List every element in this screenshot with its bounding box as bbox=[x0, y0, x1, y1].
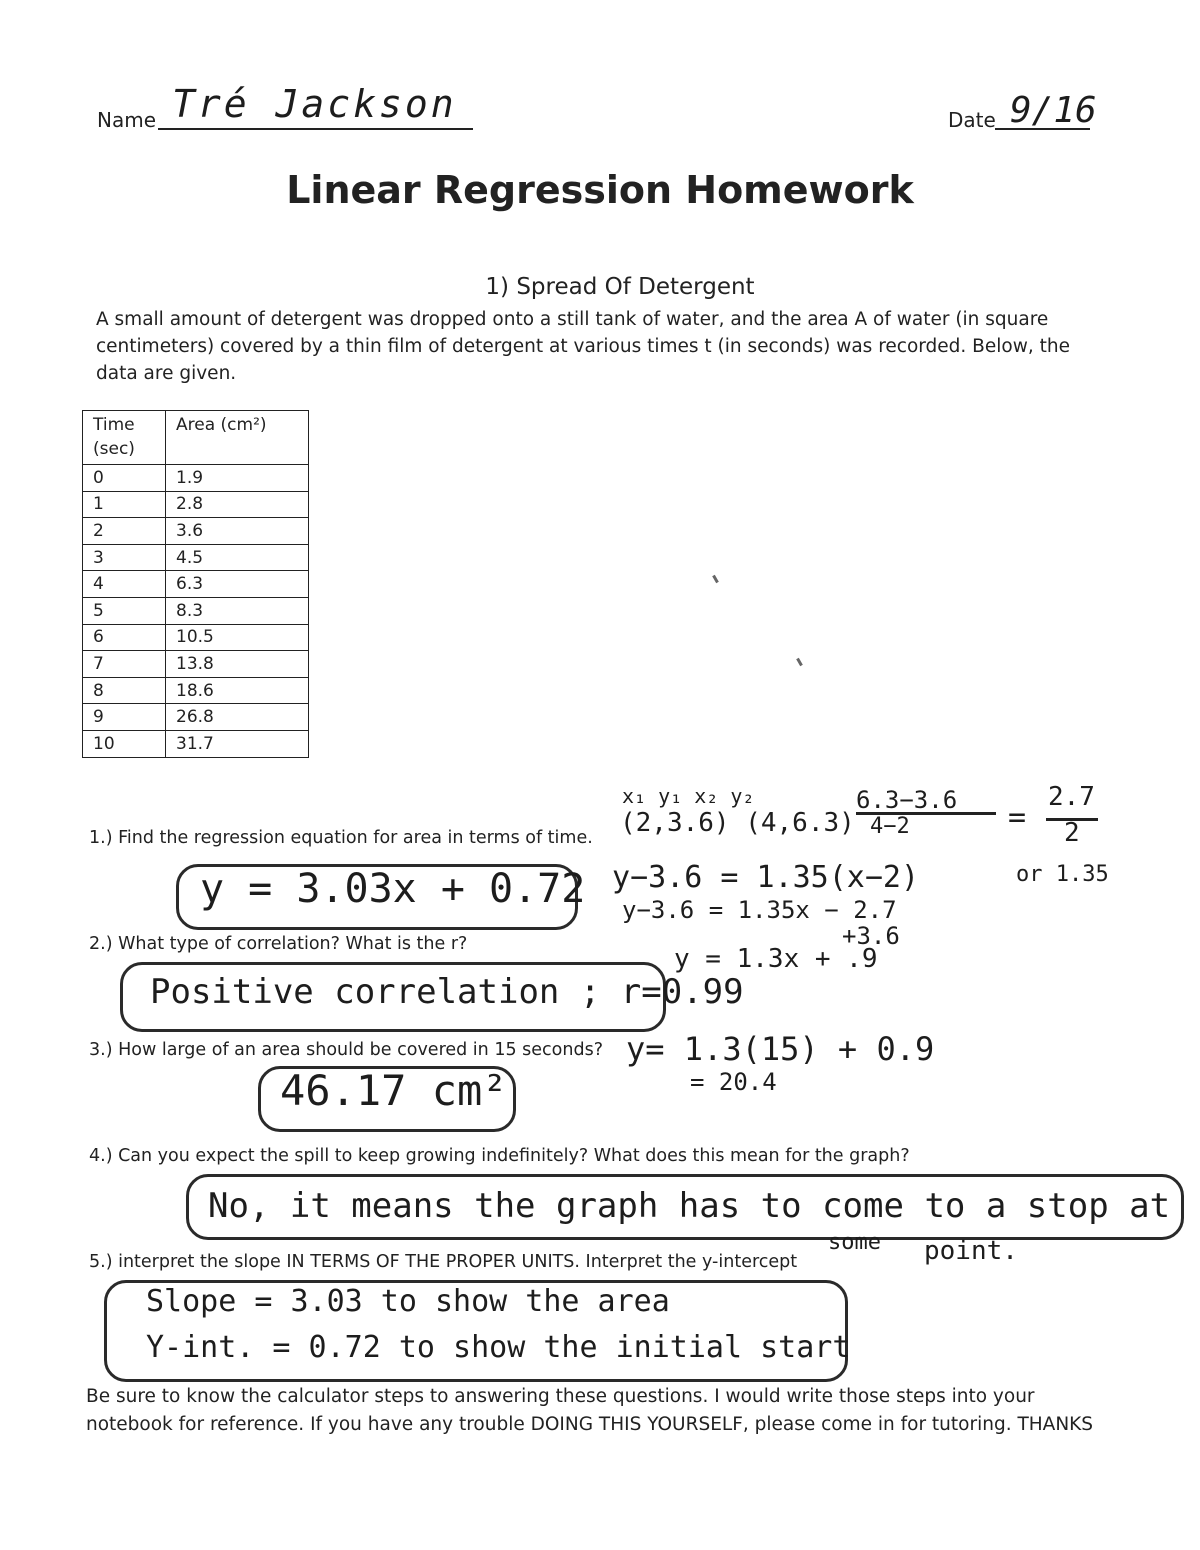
question-4: 4.) Can you expect the spill to keep growing indefinitely? What does this mean for the graph? bbox=[89, 1146, 910, 1166]
answer-5-intercept: Y-int. = 0.72 to show the initial start bbox=[146, 1330, 851, 1365]
answer-3: 46.17 cm² bbox=[280, 1066, 508, 1115]
time-cell: 2 bbox=[83, 518, 166, 545]
table-row bbox=[83, 624, 309, 651]
answer-4: No, it means the graph has to come to a stop at bbox=[208, 1186, 1171, 1226]
work-substitution: y= 1.3(15) + 0.9 bbox=[626, 1030, 935, 1068]
table-row bbox=[83, 571, 309, 598]
work-points: (2,3.6) (4,6.3) bbox=[620, 808, 855, 838]
answer-5-slope: Slope = 3.03 to show the area bbox=[146, 1284, 670, 1319]
work-fraction-numerator: 2.7 bbox=[1048, 782, 1095, 812]
time-cell: 7 bbox=[83, 651, 166, 678]
name-underline bbox=[158, 128, 473, 130]
work-alt-slope: or 1.35 bbox=[1016, 862, 1109, 887]
work-fraction-denominator: 2 bbox=[1064, 818, 1080, 848]
time-cell: 0 bbox=[83, 465, 166, 492]
time-cell: 5 bbox=[83, 597, 166, 624]
question-1: 1.) Find the regression equation for area in terms of time. bbox=[89, 828, 593, 848]
work-point-slope-form: y−3.6 = 1.35(x−2) bbox=[612, 860, 920, 895]
table-row bbox=[83, 465, 309, 492]
time-cell: 10 bbox=[83, 730, 166, 757]
area-cell: 6.3 bbox=[166, 571, 309, 598]
table-row bbox=[83, 544, 309, 571]
question-2: 2.) What type of correlation? What is the r? bbox=[89, 934, 468, 954]
area-cell: 4.5 bbox=[166, 544, 309, 571]
time-cell: 1 bbox=[83, 491, 166, 518]
time-cell: 9 bbox=[83, 704, 166, 731]
area-cell: 18.6 bbox=[166, 677, 309, 704]
time-cell: 3 bbox=[83, 544, 166, 571]
table-row bbox=[83, 704, 309, 731]
work-slope-numerator: 6.3−3.6 bbox=[856, 786, 958, 814]
table-row bbox=[83, 677, 309, 704]
answer-1: y = 3.03x + 0.72 bbox=[200, 866, 586, 912]
answer-4-end: point. bbox=[924, 1236, 1018, 1266]
table-row bbox=[83, 597, 309, 624]
time-cell: 8 bbox=[83, 677, 166, 704]
table-header-row bbox=[83, 411, 309, 465]
work-distribute: y−3.6 = 1.35x − 2.7 bbox=[622, 896, 897, 924]
student-name: Tré Jackson bbox=[172, 82, 457, 126]
work-slope-intercept: y = 1.3x + .9 bbox=[674, 944, 878, 974]
table-row bbox=[83, 651, 309, 678]
area-cell: 3.6 bbox=[166, 518, 309, 545]
area-cell: 8.3 bbox=[166, 597, 309, 624]
data-table bbox=[82, 410, 309, 758]
table-row bbox=[83, 730, 309, 757]
question-3: 3.) How large of an area should be covered in 15 seconds? bbox=[89, 1040, 603, 1060]
header-area: Area (cm²) bbox=[166, 411, 309, 465]
work-add: +3.6 bbox=[842, 922, 900, 950]
footer-note: Be sure to know the calculator steps to answering these questions. I would write those steps into your notebook for reference. If you have any trouble DOING THIS YOURSELF, please come in for tutoring. THANKS bbox=[86, 1386, 1094, 1435]
area-cell: 2.8 bbox=[166, 491, 309, 518]
time-cell: 4 bbox=[83, 571, 166, 598]
answer-2: Positive correlation ; r=0.99 bbox=[150, 972, 744, 1012]
date-value: 9/16 bbox=[1010, 90, 1097, 131]
name-label: Name bbox=[97, 108, 157, 132]
scan-mark bbox=[796, 658, 803, 666]
date-label: Date bbox=[948, 108, 996, 132]
work-point-labels: x₁ y₁ x₂ y₂ bbox=[622, 784, 755, 808]
page-title: Linear Regression Homework bbox=[286, 168, 914, 212]
question-5: 5.) interpret the slope IN TERMS OF THE PROPER UNITS. Interpret the y-intercept bbox=[89, 1252, 798, 1272]
work-slope-denominator: 4−2 bbox=[870, 814, 910, 839]
work-result: = 20.4 bbox=[690, 1068, 777, 1096]
header-time: Time (sec) bbox=[83, 411, 166, 465]
answer-4-continued: some bbox=[828, 1230, 881, 1255]
area-cell: 31.7 bbox=[166, 730, 309, 757]
area-cell: 26.8 bbox=[166, 704, 309, 731]
area-cell: 10.5 bbox=[166, 624, 309, 651]
section-heading: 1) Spread Of Detergent bbox=[485, 274, 755, 300]
scan-mark bbox=[712, 575, 719, 583]
area-cell: 1.9 bbox=[166, 465, 309, 492]
problem-intro: A small amount of detergent was dropped onto a still tank of water, and the area A of water (in square centimeters) covered by a thin film of detergent at various times t (in seconds) was recorded. Below, the data are given. bbox=[96, 309, 1070, 384]
work-equals: = bbox=[1008, 800, 1027, 835]
table-row bbox=[83, 518, 309, 545]
table-row bbox=[83, 491, 309, 518]
time-cell: 6 bbox=[83, 624, 166, 651]
area-cell: 13.8 bbox=[166, 651, 309, 678]
